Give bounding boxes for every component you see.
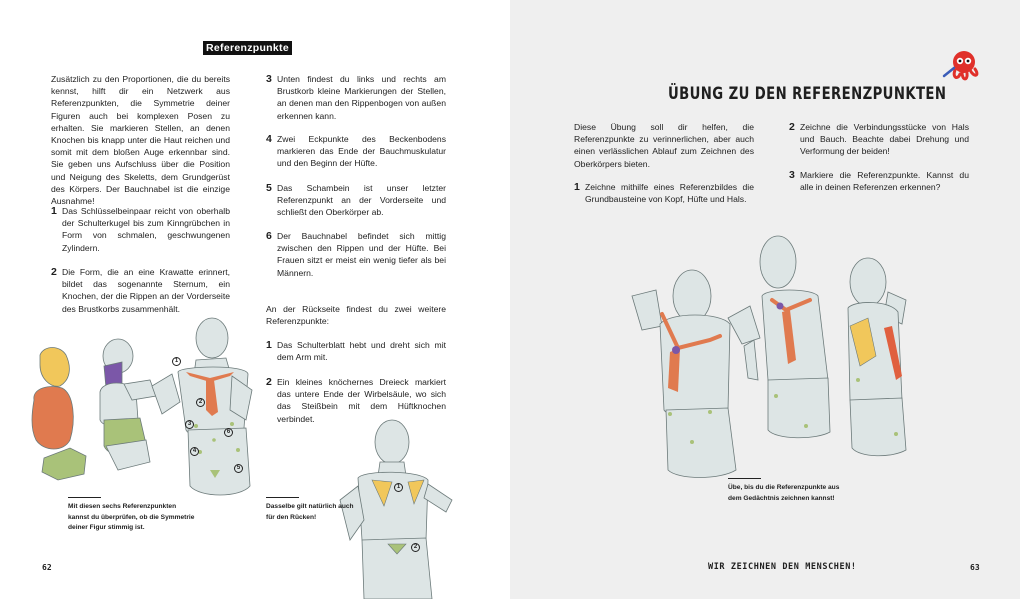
item-text: Zeichne die Verbindungsstücke von Hals und Bauch. Beachte dabei Drehung und Verformung der beiden! bbox=[800, 122, 969, 157]
marker-badge: 3 bbox=[185, 420, 194, 429]
marker-badge: 1 bbox=[172, 357, 181, 366]
item-text: Ein kleines knöchernes Dreieck markiert das untere Ende der Wirbelsäule, wo sich das Steißbein mit dem Hüftknochen verbindet. bbox=[277, 377, 446, 424]
mannequin-arm bbox=[728, 306, 760, 344]
hip-mark bbox=[804, 424, 808, 428]
mannequin-head bbox=[196, 318, 228, 358]
item-number: 2 bbox=[266, 376, 272, 388]
item-number: 1 bbox=[266, 339, 272, 351]
mannequin-arm bbox=[152, 374, 180, 414]
book-footer: WIR ZEICHNEN DEN MENSCHEN! bbox=[708, 562, 857, 572]
head-shape-piece bbox=[40, 348, 69, 387]
item-text: Unten findest du links und rechts am Brustkorb kleine Markierungen der Stellen, an denen man den Rippenbogen von außen erkennen kann. bbox=[277, 74, 446, 121]
intro-paragraph: Zusätzlich zu den Proportionen, die du bereits kennst, hilft dir ein Netzwerk aus Referenzpunkten, die Symmetrie deiner Figuren auch bei komplexen Posen zu erhalten. Sie markieren Stellen, an denen Knochen bis knapp unter die Haut reichen und somit mit dem bloßen Auge erkennbar sind. Sie geben uns Aufschluss über die Position und Neigung des Skeletts, dem Grundgerüst des Körpers. Der Bauchnabel ist die einzige Ausnahme! bbox=[51, 74, 230, 207]
marker-badge: 2 bbox=[196, 398, 205, 407]
mannequin-arm bbox=[744, 340, 758, 380]
caption-back bbox=[266, 497, 356, 523]
exercise-illustration bbox=[510, 0, 1020, 599]
item-text: Zeichne mithilfe eines Referenzbildes die Grundbausteine von Kopf, Hüfte und Hals. bbox=[585, 182, 754, 205]
ribcage-shape-piece bbox=[32, 387, 73, 450]
hip-mark bbox=[690, 440, 694, 444]
hip-mark bbox=[894, 432, 898, 436]
caption-front bbox=[68, 497, 198, 534]
navel-mark bbox=[212, 438, 216, 442]
pelvis-block-piece bbox=[42, 448, 86, 480]
caption-text: Dasselbe gilt natürlich auch für den Rücken! bbox=[266, 503, 354, 521]
caption-text: Mit diesen sechs Referenzpunkten kannst du überprüfen, ob die Symmetrie deiner Figur stimmig ist. bbox=[68, 503, 195, 531]
rib-mark bbox=[856, 378, 860, 382]
mannequin-hips bbox=[850, 398, 906, 456]
item-number: 3 bbox=[266, 73, 272, 85]
mannequin-hips bbox=[666, 408, 736, 478]
rib-mark bbox=[668, 412, 672, 416]
page-title: ÜBUNG ZU DEN REFERENZPUNKTEN bbox=[668, 84, 947, 104]
page-number: 63 bbox=[970, 563, 980, 572]
item-number: 5 bbox=[266, 182, 272, 194]
item-text: Der Bauchnabel befindet sich mittig zwischen den Rippen und der Hüfte. Bei Frauen sitzt er meist ein wenig tiefer als bei Männern. bbox=[277, 231, 446, 278]
mannequin-arm bbox=[632, 290, 662, 330]
item-number: 1 bbox=[574, 181, 580, 193]
item-text: Markiere die Referenzpunkte. Kannst du alle in deinen Referenzen erkennen? bbox=[800, 170, 969, 193]
neck-mark bbox=[777, 303, 784, 310]
section-heading: Referenzpunkte bbox=[203, 41, 292, 55]
intro-paragraph: Diese Übung soll dir helfen, die Referenzpunkte zu verinnerlichen, aber auch einen verlässlichen Ablauf zum Zeichnen des Oberkörpers bieten. bbox=[574, 122, 754, 169]
mannequin-head bbox=[375, 420, 409, 464]
marker-badge: 1 bbox=[394, 483, 403, 492]
caption-rule bbox=[266, 497, 299, 498]
right-page bbox=[510, 0, 1020, 599]
item-number: 3 bbox=[789, 169, 795, 181]
item-text: Die Form, die an eine Krawatte erinnert, bildet das sogenannte Sternum, ein Knochen, der die Rippen an der Vorderseite des Brustkorbs zusammenhält. bbox=[62, 267, 230, 314]
caption-exercise bbox=[728, 478, 854, 504]
marker-badge: 2 bbox=[411, 543, 420, 552]
rib-mark bbox=[708, 410, 712, 414]
marker-badge: 4 bbox=[190, 447, 199, 456]
neck-mark bbox=[672, 346, 680, 354]
page-number: 62 bbox=[42, 563, 52, 572]
marker-badge: 5 bbox=[234, 464, 243, 473]
item-number: 6 bbox=[266, 230, 272, 242]
caption-rule bbox=[728, 478, 761, 479]
item-number: 4 bbox=[266, 133, 272, 145]
item-text: Das Schambein ist unser letzter Referenzpunkt an der Vorderseite und schließt den Oberkörper ab. bbox=[277, 183, 446, 218]
mannequin-head bbox=[850, 258, 886, 306]
rib-mark bbox=[774, 394, 778, 398]
item-number: 2 bbox=[789, 121, 795, 133]
marker-badge: 6 bbox=[224, 428, 233, 437]
item-number: 2 bbox=[51, 266, 57, 278]
mannequin-hips bbox=[768, 378, 830, 438]
item-text: Das Schlüsselbeinpaar reicht von oberhalb der Schulterkugel bis zum Kinngrübchen in Form von schmalen, geschwungenen Zylindern. bbox=[62, 206, 230, 253]
mannequin-arm bbox=[424, 484, 452, 512]
item-number: 1 bbox=[51, 205, 57, 217]
mannequin-head bbox=[760, 236, 796, 288]
caption-rule bbox=[68, 497, 101, 498]
back-intro: An der Rückseite findest du zwei weitere Referenzpunkte: bbox=[266, 304, 446, 327]
mannequin-hips bbox=[188, 428, 250, 495]
caption-text: Übe, bis du die Referenzpunkte aus dem Gedächtnis zeichnen kannst! bbox=[728, 484, 840, 502]
rib-mark bbox=[194, 424, 198, 428]
hip-mark bbox=[236, 448, 240, 452]
item-text: Das Schulterblatt hebt und dreht sich mit dem Arm mit. bbox=[277, 340, 446, 363]
mannequin-head bbox=[673, 270, 711, 322]
item-text: Zwei Eckpunkte des Beckenbodens markieren das Ende der Bauchmuskulatur und den Beginn der Hüfte. bbox=[277, 134, 446, 169]
rib-mark bbox=[230, 422, 234, 426]
